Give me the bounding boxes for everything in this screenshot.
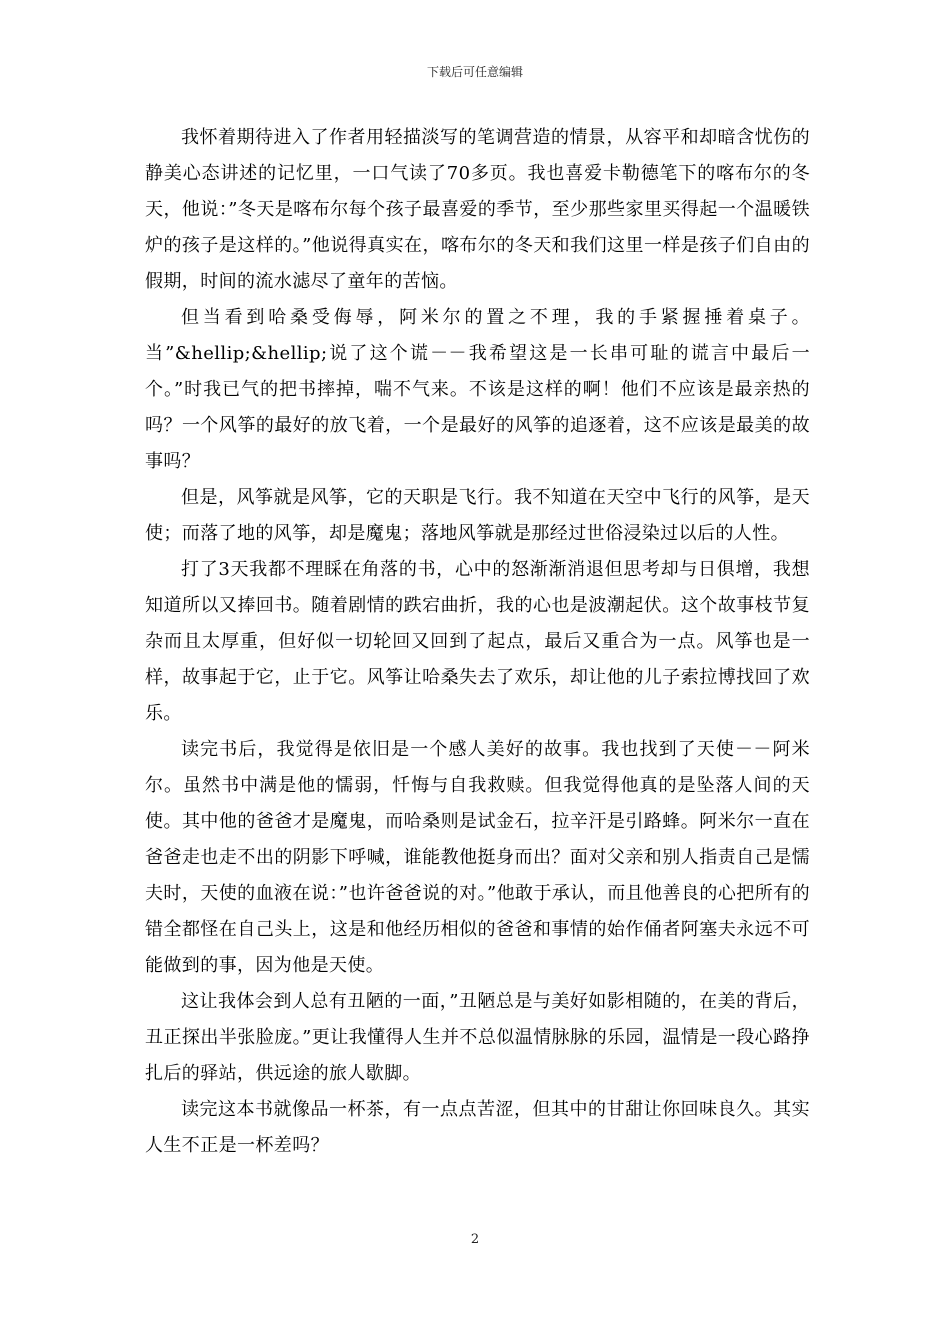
paragraph: 我怀着期待进入了作者用轻描淡写的笔调营造的情景，从容平和却暗含忧伤的静美心态讲述的记忆里，一口气读了70多页。我也喜爱卡勒德笔下的喀布尔的冬天，他说：”冬天是喀布尔每个孩子最喜爱的季节，至少那些家里买得起一个温暖铁炉的孩子是这样的。”他说得真实在，喀布尔的冬天和我们这里一样是孩子们自由的假期，时间的流水滤尽了童年的苦恼。 bbox=[145, 127, 810, 292]
paragraph: 打了3天我都不理睬在角落的书，心中的怒渐渐消退但思考却与日俱增，我想知道所以又捧回书。随着剧情的跌宕曲折，我的心也是波潮起伏。这个故事枝节复杂而且太厚重，但好似一切轮回又回到了起点，最后又重合为一点。风筝也是一样，故事起于它，止于它。风筝让哈桑失去了欢乐，却让他的儿子索拉博找回了欢乐。 bbox=[145, 559, 810, 724]
paragraph: 但是，风筝就是风筝，它的天职是飞行。我不知道在天空中飞行的风筝，是天使；而落了地的风筝，却是魔鬼；落地风筝就是那经过世俗浸染过以后的人性。 bbox=[145, 487, 810, 544]
paragraph: 读完这本书就像品一杯茶，有一点点苦涩，但其中的甘甜让你回味良久。其实人生不正是一杯差吗？ bbox=[145, 1099, 810, 1156]
paragraph: 读完书后，我觉得是依旧是一个感人美好的故事。我也找到了天使－－阿米尔。虽然书中满是他的懦弱，忏悔与自我救赎。但我觉得他真的是坠落人间的天使。其中他的爸爸才是魔鬼，而哈桑则是试金石，拉辛汗是引路蜂。阿米尔一直在爸爸走也走不出的阴影下呼喊，谁能教他挺身而出？面对父亲和别人指责自己是懦夫时，天使的血液在说：”也许爸爸说的对。”他敢于承认，而且他善良的心把所有的错全都怪在自己头上，这是和他经历相似的爸爸和事情的始作俑者阿塞夫永远不可能做到的事，因为他是天使。 bbox=[145, 739, 810, 976]
page-number: 2 bbox=[470, 1232, 480, 1247]
page-header: 下载后可任意编辑 bbox=[426, 65, 523, 79]
paragraph: 但当看到哈桑受侮辱，阿米尔的置之不理，我的手紧握捶着桌子。当”&hellip;&hellip;说了这个谎－－我希望这是一长串可耻的谎言中最后一个。”时我已气的把书摔掉，喘不气来。不该是这样的啊！他们不应该是最亲热的吗？一个风筝的最好的放飞着，一个是最好的风筝的追逐着，这不应该是最美的故事吗？ bbox=[145, 307, 810, 472]
document-body bbox=[145, 120, 810, 1164]
paragraph: 这让我体会到人总有丑陋的一面，”丑陋总是与美好如影相随的，在美的背后，丑正探出半张脸庞。”更让我懂得人生并不总似温情脉脉的乐园，温情是一段心路挣扎后的驿站，供远途的旅人歇脚。 bbox=[145, 991, 810, 1084]
